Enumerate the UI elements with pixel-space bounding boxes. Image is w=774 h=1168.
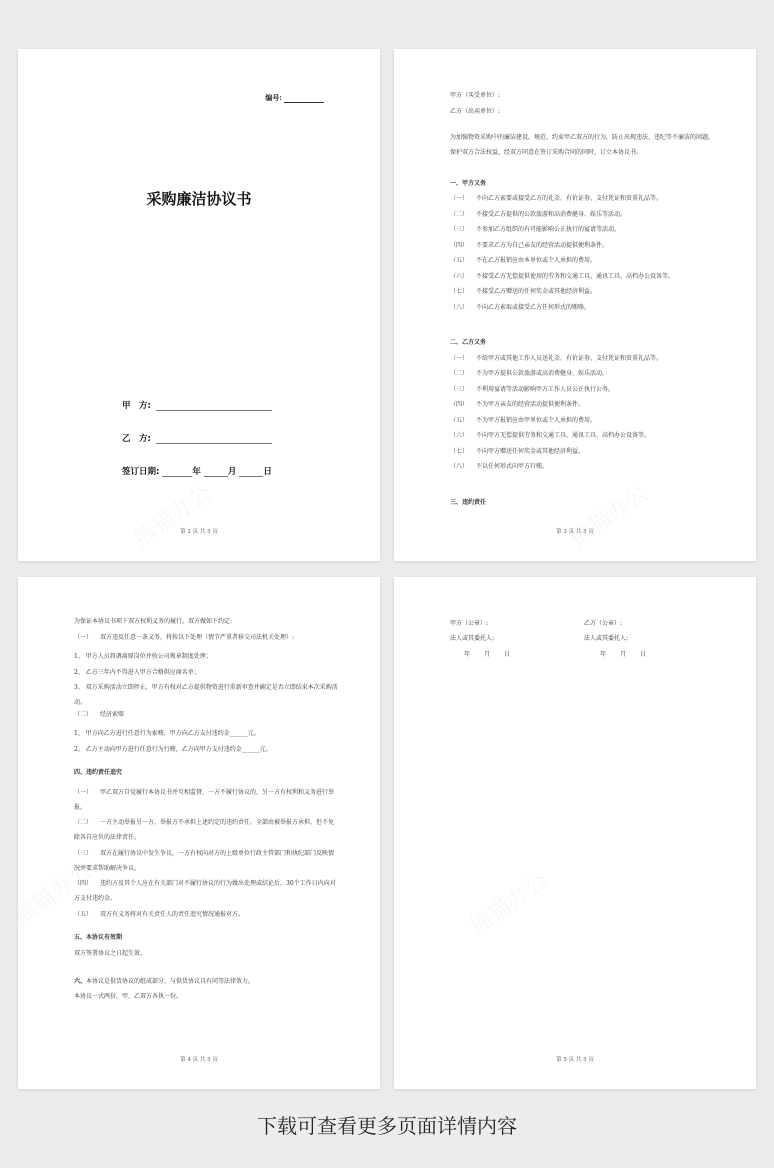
sign-date-field [122,465,272,477]
page3-intro: 为保证本协议书项下双方权利义务的履行，双方做如下约定: [74,618,233,625]
contract-number-label: 编号: [265,93,282,102]
intro-paragraph: 为加强物资采购中的廉洁建设，规范、约束甲乙双方的行为，防止出现违法、违纪等不廉洁的问题，保护双方合法权益，经双方同意在签订采购合同的同时，订立本协议书。 [450,133,715,156]
obligation-item: （八） 不向乙方索取或接受乙方任何形式的贿赂。 [450,303,591,311]
penalty-list-item: 2、 乙方主动向甲方进行任意行为行贿，乙方向甲方支付违约金______元。 [74,745,272,753]
party-b-field [122,432,272,444]
day-blank [239,467,263,477]
month-blank [204,467,228,477]
obligation-item: （四） 不要求乙方为自己亲友的经营活动提供便利条件。 [450,241,609,249]
obligation-item: （六） 不向甲方无偿提供劳务和交通工具、通讯工具、高档办公设备等。 [450,432,651,439]
party-a-date: 年 月 日 [464,651,511,658]
document-page-signatures [394,577,756,1089]
section2-list [450,355,714,472]
watermark [463,865,553,941]
page-footer: 第 4 页 共 5 页 [180,1057,218,1063]
liability-item: （三） 双方在履行协议中发生争议，一方有权向对方的上级单位行政主管部门和执纪部门反映情况并要求帮助解决争议。 [74,849,335,872]
section2-title: 二、乙方义务 [450,339,487,346]
party-b-line: 乙方（出卖单位）: [450,107,501,115]
document-title: 采购廉洁协议书 [146,190,252,208]
page-footer: 第 3 页 共 5 页 [556,529,594,535]
party-a-field [122,399,272,411]
year-blank [162,467,192,477]
liability-item: （一） 甲乙双方自觉履行本协议书并互相监督，一方不履行协议的，另一方有权利和义务进行举报。 [74,788,335,811]
page3-content [74,618,338,1001]
obligation-item: （三） 不利用宴请等活动影响甲方工作人员公正执行公务。 [450,385,615,393]
liability-item: （四） 违约方及其个人应在有关部门对不履行协议的行为做出处理或结论后，30个工作日内向对方支付违约金。 [74,880,336,902]
obligation-item: （一） 不向乙方索要或接受乙方的礼金、有价证券、支付凭证和贵重礼品等。 [450,195,663,202]
penalty-list-1 [74,649,338,710]
party-a-blank [156,401,272,411]
section4-title: 四、违约责任追究 [74,769,123,776]
year-label: 年 [192,467,201,477]
document-page-cover [18,49,380,561]
section5-text: 双方签署协议之日起生效。 [74,949,147,957]
penalty-item-2: （二） 经济索赔 [74,710,125,718]
liability-item: （二） 一方主动举报另一方，举报方不承担上述约定的违约责任，全部由被举报方承担，但不免除各自应负的法律责任。 [74,819,335,841]
penalty-list-item: 3、 双方采购活动立即停止，甲方有权对乙方提供物资进行重新审查并确定是否立即结束本次采购活动。 [74,684,338,706]
obligation-item: （六） 不接受乙方无偿提供使用的劳务和交通工具、通讯工具、高档办公设备等。 [450,272,675,280]
day-label: 日 [263,467,272,477]
party-b-rep: 法人或其委托人: [584,635,629,642]
page2-content [450,92,714,507]
obligation-item: （七） 不向甲方赠送任何奖金或其他经济利益。 [450,447,585,455]
download-caption: 下载可查看更多页面详情内容 [257,1114,517,1138]
penalty-list-item: 1、 甲方向乙方进行任意行为索贿，甲方向乙方支付违约金______元。 [74,730,260,737]
section4-list [74,785,338,922]
party-b-blank [156,434,272,444]
party-b-date: 年 月 日 [600,651,647,658]
party-b-label: 乙 方: [122,434,151,444]
party-a-label: 甲 方: [122,401,151,411]
penalty-list-2 [74,726,338,757]
section5-title: 五、本协议有效期 [74,934,123,941]
contract-number-blank [284,95,324,103]
party-a-rep: 法人或其委托人: [450,635,495,642]
obligation-item: （五） 不在乙方报销应由本单位或个人承担的费用。 [450,257,597,264]
liability-item: （五） 双方有义务将对有关责任人的责任追究情况通报对方。 [74,910,245,918]
obligation-item: （七） 不接受乙方赠送的任何奖金或其他经济利益。 [450,288,597,295]
obligation-item: （二） 不接受乙方提供的公款旅游和高消费健身、娱乐等活动。 [450,210,627,218]
page-footer: 第 5 页 共 5 页 [556,1057,594,1063]
section1-list [450,195,714,312]
obligation-item: （二） 不为甲方提供公款旅游或高消费健身、娱乐活动。 [450,370,609,377]
month-label: 月 [227,467,237,477]
party-a-line: 甲方（买受单位）: [450,92,501,99]
obligation-item: （八） 不以任何形式向甲方行贿。 [450,463,549,470]
document-page-liability [18,577,380,1089]
copies-line: 本协议一式两份，甲、乙双方各执一份。 [74,993,183,1000]
sign-date-label: 签订日期: [122,467,160,477]
obligation-item: （一） 不给甲方或其他工作人员送礼金、有价证券、支付凭证和贵重礼品等。 [450,354,663,362]
obligation-item: （五） 不为甲方报销应由甲单位或个人承担的费用。 [450,416,597,424]
section1-title: 一、甲方义务 [450,179,487,187]
obligation-item: （四） 不为甲方亲友的经营活动提供便利条件。 [450,401,585,408]
section6-line: 六、本协议是供货协议的组成部分，与供货协议具有同等法律效力。 [74,977,255,985]
document-page-obligations [394,49,756,561]
contract-number [265,93,324,103]
party-a-seal: 甲方（公章）: [450,620,489,627]
penalty-list-item: 2、 乙方三年内不得进入甲方合格供应商名单； [74,668,200,676]
penalty-list-item: 1、 甲方人员将调离原岗位并按公司规章制度处理； [74,653,212,660]
obligation-item: （三） 不参加乙方组织的有可能影响公正执行的宴请等活动。 [450,226,621,233]
page-footer: 第 2 页 共 5 页 [180,529,218,535]
penalty-item-1: （一） 双方违反任意一条义务，将按以下处理（情节严重者移交司法机关处理）: [74,633,295,641]
watermark [127,477,217,553]
party-b-seal: 乙方（公章）: [584,620,623,627]
section3-title: 三、违约责任 [450,498,487,506]
